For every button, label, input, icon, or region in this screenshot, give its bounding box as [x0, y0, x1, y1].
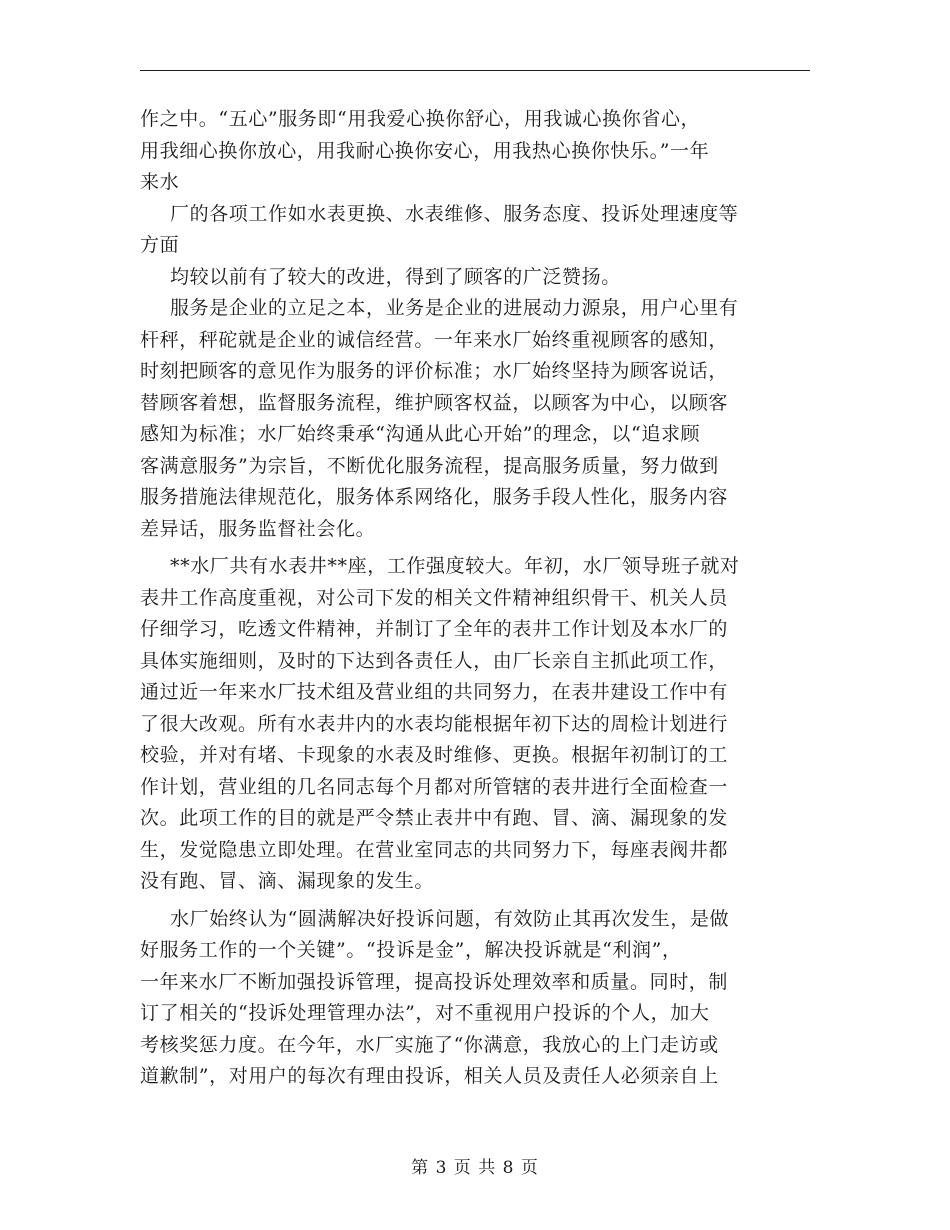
text-line: 表井工作高度重视，对公司下发的相关文件精神组织骨干、机关人员 [140, 586, 729, 609]
text-line: 好服务工作的一个关键”。“投诉是金”，解决投诉就是“利润”， [140, 939, 682, 961]
text-line: 考核奖惩力度。在今年，水厂实施了“你满意，我放心的上门走访或 [140, 1033, 719, 1056]
text-line: 没有跑、冒、滴、漏现象的发生。 [140, 870, 435, 892]
text-line: 一年来水厂不断加强投诉管理，提高投诉处理效率和质量。同时，制 [140, 970, 729, 993]
text-line: 客满意服务”为宗旨，不断优化服务流程，提高服务质量，努力做到 [140, 454, 719, 477]
text-line: 作之中。“五心”服务即“用我爱心换你舒心，用我诚心换你省心， [140, 108, 701, 130]
text-line: **水厂共有水表井**座，工作强度较大。年初，水厂领导班子就对 [170, 555, 740, 577]
text-line: 校验，并对有堵、卡现象的水表及时维修、更换。根据年初制订的工 [140, 744, 729, 766]
text-line: 替顾客着想，监督服务流程，维护顾客权益，以顾客为中心，以顾客 [140, 391, 729, 414]
text-line: 服务措施法律规范化，服务体系网络化，服务手段人性化，服务内容 [140, 486, 729, 508]
text-line: 仔细学习，吃透文件精神，并制订了全年的表井工作计划及本水厂的 [140, 618, 729, 640]
text-line: 来水 [140, 171, 180, 193]
text-line: 生，发觉隐患立即处理。在营业室同志的共同努力下，每座表阀井都 [140, 838, 729, 861]
text-line: 服务是企业的立足之本，业务是企业的进展动力源泉，用户心里有 [170, 297, 739, 319]
text-line: 了很大改观。所有水表井内的水表均能根据年初下达的周检计划进行 [140, 712, 729, 735]
text-line: 次。此项工作的目的就是严令禁止表井中有跑、冒、滴、漏现象的发 [140, 807, 729, 829]
page-number: 第 3 页 共 8 页 [411, 1158, 539, 1178]
text-line: 通过近一年来水厂技术组及营业组的共同努力，在表井建设工作中有 [140, 681, 729, 703]
text-line: 订了相关的“投诉处理管理办法”，对不重视用户投诉的个人，加大 [140, 1002, 710, 1024]
text-line: 杆秤，秤砣就是企业的诚信经营。一年来水厂始终重视顾客的感知， [140, 328, 729, 351]
text-line: 作计划，营业组的几名同志每个月都对所管辖的表井进行全面检查一 [140, 775, 729, 798]
text-line: 水厂始终认为“圆满解决好投诉问题，有效防止其再次发生，是做 [170, 907, 730, 930]
document-body [140, 104, 812, 1093]
header-rule [140, 70, 810, 71]
text-line: 用我细心换你放心，用我耐心换你安心，用我热心换你快乐。”一年 [140, 139, 710, 162]
text-line: 厂的各项工作如水表更换、水表维修、服务态度、投诉处理速度等 [170, 202, 739, 225]
text-line: 道歉制”，对用户的每次有理由投诉，相关人员及责任人必须亲自上 [140, 1065, 719, 1087]
text-line: 时刻把顾客的意见作为服务的评价标准；水厂始终坚持为顾客说话， [140, 360, 729, 382]
text-line: 感知为标准；水厂始终秉承“沟通从此心开始”的理念，以“追求顾 [140, 423, 701, 445]
text-line: 均较以前有了较大的改进，得到了顾客的广泛赞扬。 [170, 265, 621, 288]
text-line: 方面 [140, 234, 180, 256]
text-line: 具体实施细则，及时的下达到各责任人，由厂长亲自主抓此项工作， [140, 649, 729, 672]
text-line: 差异话，服务监督社会化。 [140, 517, 376, 540]
